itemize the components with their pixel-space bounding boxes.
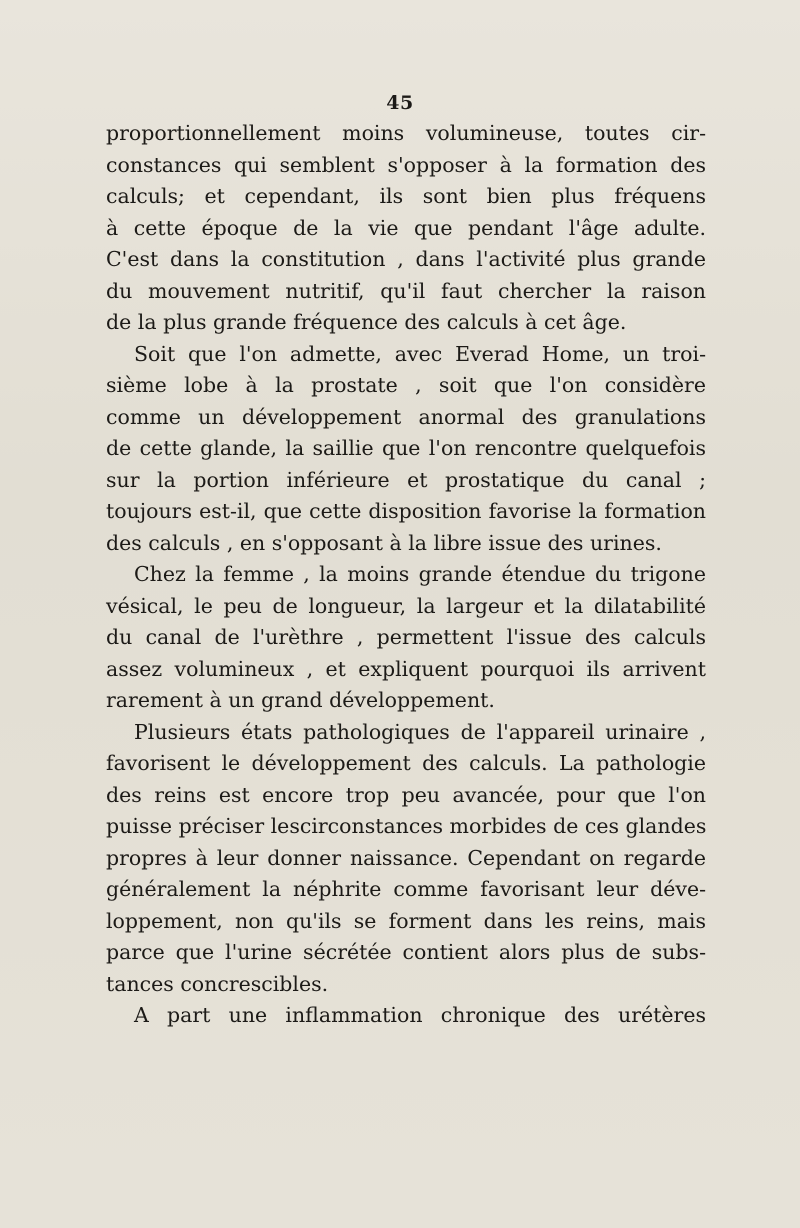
text-line: assez volumineux , et expliquent pourquoi ils arrivent [106,656,706,681]
text-line: des reins est encore trop peu avancée, pour que l'on [106,782,706,807]
text-line: parce que l'urine sécrétée contient alors plus de subs- [106,940,706,964]
page-number: 45 [386,92,414,114]
text-line: propres à leur donner naissance. Cependant on regarde [106,845,706,870]
text-line: Soit que l'on admette, avec Everad Home, un troi- [134,341,706,366]
body-text [106,118,706,1032]
text-line: comme un développement anormal des granulations [106,404,706,429]
text-line: sième lobe à la prostate , soit que l'on considère [106,373,706,397]
text-line: tances concrescibles. [106,971,329,996]
text-line: Plusieurs états pathologiques de l'appareil urinaire , [134,719,706,744]
text-line: puisse préciser lescirconstances morbides de ces glandes [106,814,707,838]
text-line: à cette époque de la vie que pendant l'âge adulte. [106,215,706,240]
text-line: A part une inflammation chronique des urétères [134,1003,706,1027]
text-line: rarement à un grand développement. [106,688,495,712]
text-line: de cette glande, la saillie que l'on rencontre quelquefois [106,436,706,460]
text-line: du canal de l'urèthre , permettent l'issue des calculs [106,625,706,649]
text-line: calculs; et cependant, ils sont bien plus fréquens [106,184,706,208]
text-line: du mouvement nutritif, qu'il faut chercher la raison [106,278,706,303]
text-line: constances qui semblent s'opposer à la formation des [106,152,706,177]
text-line: loppement, non qu'ils se forment dans les reins, mais [106,908,706,933]
text-line: des calculs , en s'opposant à la libre issue des urines. [106,530,662,555]
text-line: favorisent le développement des calculs. La pathologie [106,751,706,775]
text-line: sur la portion inférieure et prostatique du canal ; [106,467,706,492]
text-line: toujours est-il, que cette disposition favorise la formation [106,499,706,523]
text-line: C'est dans la constitution , dans l'activité plus grande [106,247,706,271]
text-line: généralement la néphrite comme favorisant leur déve- [106,877,706,901]
text-line: proportionnellement moins volumineuse, toutes cir- [106,121,706,145]
text-line: Chez la femme , la moins grande étendue du trigone [134,562,706,586]
text-line: vésical, le peu de longueur, la largeur et la dilatabilité [106,593,706,618]
text-line: de la plus grande fréquence des calculs à cet âge. [106,310,627,334]
